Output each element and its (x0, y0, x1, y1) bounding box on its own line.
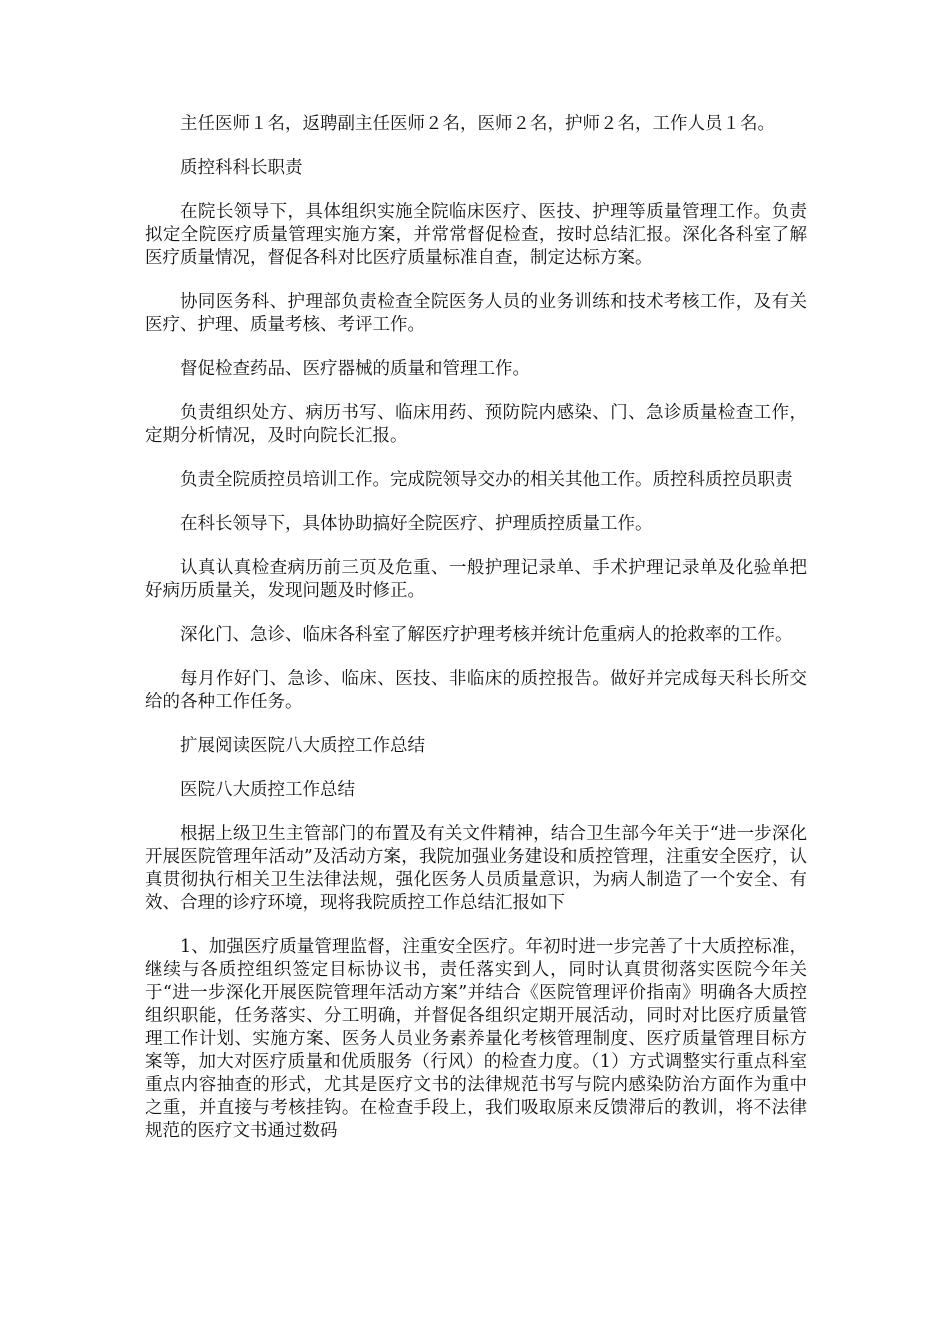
paragraph-qc-staff-duty-2: 认真认真检查病历前三页及危重、一般护理记录单、手术护理记录单及化验单把好病历质量关，发现问题及时修正。 (145, 558, 807, 601)
paragraph-director-duty-1: 在院长领导下，具体组织实施全院临床医疗、医技、护理等质量管理工作。负责拟定全院医疗质量管理实施方案，并常常督促检查，按时总结汇报。深化各科室了解医疗质量情况，督促各科对比医疗质量标准自查，制定达标方案。 (145, 202, 807, 268)
paragraph-staff-count: 主任医师１名，返聘副主任医师２名，医师２名，护师２名，工作人员１名。 (180, 114, 775, 134)
paragraph-qc-staff-duty-3: 深化门、急诊、临床各科室了解医疗护理考核并统计危重病人的抢救率的工作。 (180, 625, 793, 645)
paragraph-summary-section-1: 1、加强医疗质量管理监督，注重安全医疗。年初时进一步完善了十大质控标准，继续与各质控组织签定目标协议书，责任落实到人，同时认真贯彻落实医院今年关于“进一步深化开展医院管理年活动方案”并结合《医院管理评价指南》明确各大质控组织职能，任务落实、分工明确，并督促各组织定期开展活动，同时对比医疗质量管理工作计划、实施方案、医务人员业务素养量化考核管理制度、医疗质量管理目标方案等，加大对医疗质量和优质服务（行风）的检查力度。（1）方式调整实行重点科室重点内容抽查的形式，尤其是医疗文书的法律规范书写与院内感染防治方面作为重中之重，并直接与考核挂钩。在检查手段上，我们吸取原来反馈滞后的教训，将不法律规范的医疗文书通过数码 (145, 937, 807, 1141)
paragraph-qc-staff-duty-1: 在科长领导下，具体协助搞好全院医疗、护理质控质量工作。 (180, 514, 653, 534)
heading-extended-reading: 扩展阅读医院八大质控工作总结 (180, 736, 425, 756)
paragraph-director-duty-3: 督促检查药品、医疗器械的质量和管理工作。 (180, 359, 530, 379)
paragraph-qc-staff-duty-4: 每月作好门、急诊、临床、医技、非临床的质控报告。做好并完成每天科长所交给的各种工作任务。 (145, 669, 807, 712)
paragraph-director-duty-2: 协同医务科、护理部负责检查全院医务人员的业务训练和技术考核工作，及有关医疗、护理、质量考核、考评工作。 (145, 292, 807, 335)
paragraph-director-duty-4: 负责组织处方、病历书写、临床用药、预防院内感染、门、急诊质量检查工作，定期分析情况，及时向院长汇报。 (145, 403, 807, 446)
heading-summary-title: 医院八大质控工作总结 (180, 780, 355, 800)
paragraph-summary-intro: 根据上级卫生主管部门的布置及有关文件精神，结合卫生部今年关于“进一步深化开展医院管理年活动”及活动方案，我院加强业务建设和质控管理，注重安全医疗，认真贯彻执行相关卫生法律法规，强化医务人员质量意识，为病人制造了一个安全、有效、合理的诊疗环境，现将我院质控工作总结汇报如下 (145, 824, 807, 913)
document-body (145, 113, 807, 1164)
paragraph-director-duty-5: 负责全院质控员培训工作。完成院领导交办的相关其他工作。质控科质控员职责 (180, 470, 793, 490)
heading-qc-director-duties: 质控科科长职责 (180, 158, 303, 178)
